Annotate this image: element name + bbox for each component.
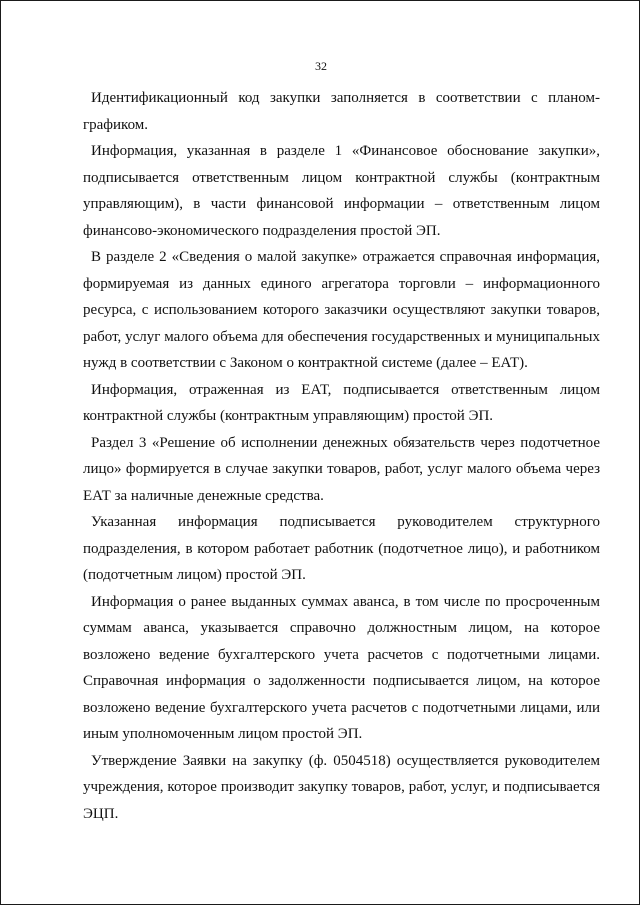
paragraph-procurement-code: Идентификационный код закупки заполняется в соответствии с планом-графиком. xyxy=(83,90,600,133)
document-body xyxy=(83,85,600,827)
paragraph-section-1-signing: Информация, указанная в разделе 1 «Финансовое обоснование закупки», подписывается ответственным лицом контрактной службы (контрактным управляющим), в части финансовой информации – ответственным лицом финансово-экономического подразделения простой ЭП. xyxy=(83,143,600,239)
paragraph-application-approval: Утверждение Заявки на закупку (ф. 0504518) осуществляется руководителем учреждения, которое производит закупку товаров, работ, услуг, и подписывается ЭЦП. xyxy=(83,752,600,822)
paragraph-advance-info: Информация о ранее выданных суммах аванса, в том числе по просроченным суммам аванса, указывается справочно должностным лицом, на которое возложено ведение бухгалтерского учета расчетов с подотчетными лицами. Справочная информация о задолженности подписывается лицом, на которое возложено ведение бухгалтерского учета расчетов с подотчетными лицами, или иным уполномоченным лицом простой ЭП. xyxy=(83,593,600,742)
page-number: 32 xyxy=(315,59,327,73)
paragraph-section-2-info: В разделе 2 «Сведения о малой закупке» отражается справочная информация, формируемая из данных единого агрегатора торговли – информационного ресурса, с использованием которого заказчики осуществляют закупки товаров, работ, услуг малого объема для обеспечения государственных и муниципальных нужд в соответствии с Законом о контрактной системе (далее – ЕАТ). xyxy=(83,249,600,371)
paragraph-eat-signing: Информация, отраженная из ЕАТ, подписывается ответственным лицом контрактной службы (контрактным управляющим) простой ЭП. xyxy=(83,381,600,424)
paragraph-section-3-signing: Указанная информация подписывается руководителем структурного подразделения, в котором работает работник (подотчетное лицо), и работником (подотчетным лицом) простой ЭП. xyxy=(83,514,600,583)
paragraph-section-3-decision: Раздел 3 «Решение об исполнении денежных обязательств через подотчетное лицо» формируется в случае закупки товаров, работ, услуг малого объема через ЕАТ за наличные денежные средства. xyxy=(83,434,600,504)
